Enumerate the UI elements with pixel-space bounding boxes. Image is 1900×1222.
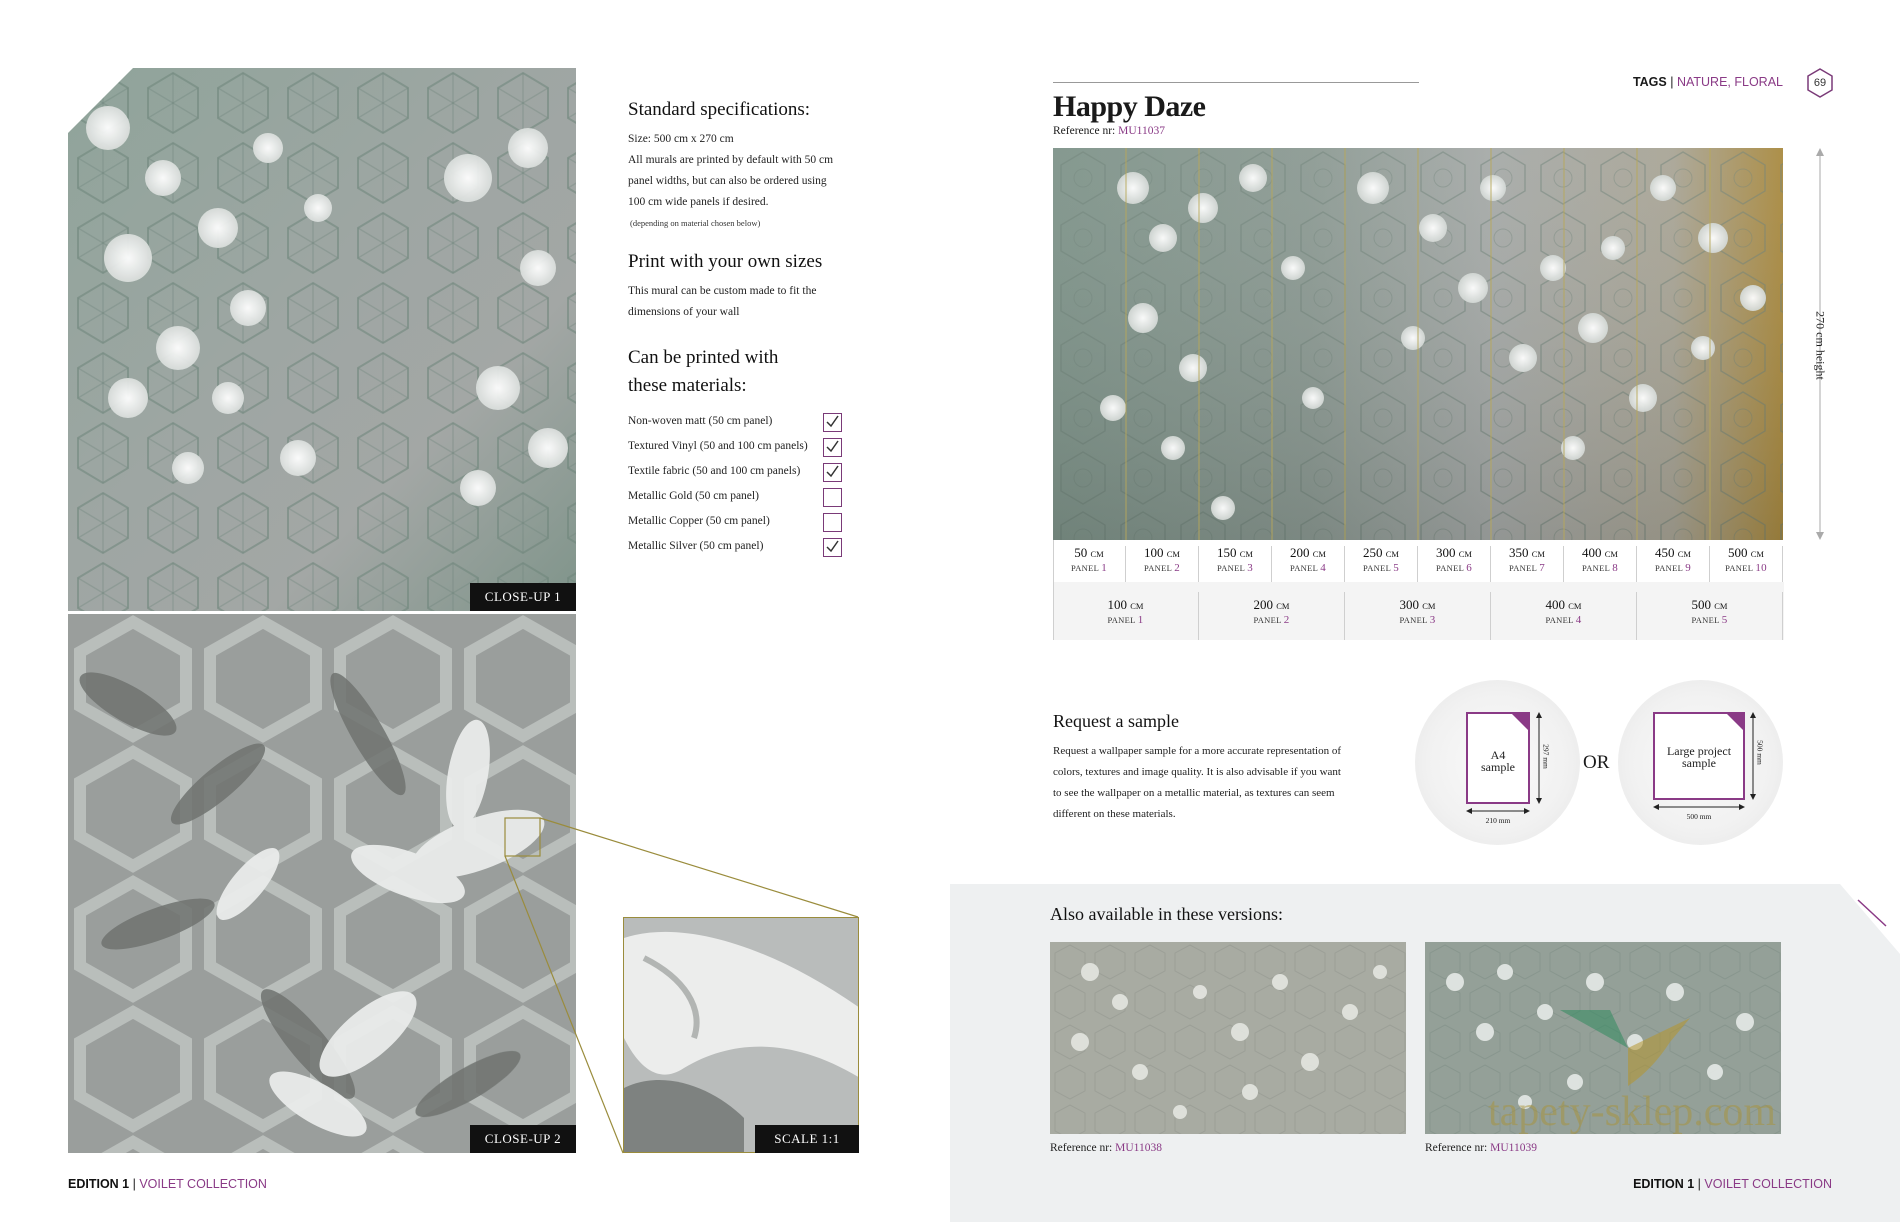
panel-number: 9 (1685, 562, 1692, 574)
a4-height-label: 297 mm (1541, 744, 1551, 769)
material-label: Non-woven matt (50 cm panel) (628, 415, 773, 427)
material-option-metallic-copper[interactable] (628, 512, 843, 534)
panel-number: 4 (1320, 562, 1327, 574)
panel-unit: CM (1714, 601, 1728, 611)
panel-50-cell (1272, 546, 1345, 582)
header-rule (1053, 82, 1419, 83)
version-image-mu11038[interactable] (1050, 942, 1406, 1134)
watermark-logo (1560, 1010, 1690, 1090)
panel-width: 500 (1691, 597, 1711, 612)
material-checkbox[interactable] (823, 513, 842, 532)
material-checkbox[interactable] (823, 488, 842, 507)
materials-heading-line: these materials: (628, 375, 747, 396)
panel-number: 4 (1575, 614, 1582, 626)
panel-unit: CM (1604, 549, 1618, 559)
large-width-label: 500 mm (1686, 812, 1712, 821)
version-reference-value[interactable]: MU11039 (1490, 1142, 1537, 1154)
panel-100-cell (1491, 592, 1637, 640)
large-height-label: 500 mm (1755, 740, 1765, 765)
material-checkbox[interactable] (823, 463, 842, 482)
sample-line: colors, textures and image quality. It is also advisable if you want (1053, 766, 1341, 778)
panel-100-cell (1345, 592, 1491, 640)
sample-line: to see the wallpaper on a metallic material, as textures can seem (1053, 787, 1335, 799)
panel-50-cell (1564, 546, 1637, 582)
panel-number: 6 (1466, 562, 1473, 574)
panel-unit: CM (1568, 601, 1582, 611)
panel-width: 300 (1436, 545, 1456, 560)
material-checkbox[interactable] (823, 438, 842, 457)
panel-50-cell (1418, 546, 1491, 582)
sample-heading: Request a sample (1053, 711, 1179, 731)
panel-word: PANEL (1399, 615, 1428, 625)
panel-width: 200 (1290, 545, 1310, 560)
panel-unit: CM (1422, 601, 1436, 611)
panel-number: 3 (1429, 614, 1436, 626)
material-label: Metallic Silver (50 cm panel) (628, 540, 764, 552)
panel-width: 50 (1074, 545, 1088, 560)
panel-width: 450 (1655, 545, 1675, 560)
product-reference (1053, 125, 1165, 137)
panel-word: PANEL (1070, 563, 1099, 573)
specs-heading: Standard specifications: (628, 99, 811, 120)
panel-number: 1 (1101, 562, 1108, 574)
panel-number: 5 (1393, 562, 1400, 574)
closeup-1-label: CLOSE-UP 1 (470, 583, 576, 611)
large-label-line: Large project (1666, 744, 1732, 758)
panel-unit: CM (1458, 549, 1472, 559)
mural-preview-image (1053, 148, 1783, 540)
specs-line: panel widths, but can also be ordered using (628, 175, 827, 187)
page-number: 69 (1813, 77, 1827, 89)
panel-word: PANEL (1143, 563, 1172, 573)
closeup-2-label: CLOSE-UP 2 (470, 1125, 576, 1153)
custom-size-text (628, 281, 816, 323)
page-corner-icon (1510, 712, 1530, 732)
watermark-text: tapety-sklep.com (1488, 1089, 1777, 1135)
a4-label-line: sample (1481, 760, 1515, 774)
panel-50-cell (1126, 546, 1199, 582)
footer-collection: VOILET COLLECTION (1704, 1177, 1832, 1191)
large-label-line: sample (1682, 756, 1716, 770)
custom-size-heading: Print with your own sizes (628, 251, 823, 272)
panel-50-cell (1710, 546, 1783, 582)
panel-50-cell (1637, 546, 1710, 582)
panel-width: 100 (1107, 597, 1127, 612)
panel-number: 10 (1755, 562, 1767, 574)
panel-width: 400 (1545, 597, 1565, 612)
panel-number: 7 (1539, 562, 1546, 574)
a4-sample-sheet (1466, 712, 1530, 804)
panel-number: 2 (1174, 562, 1181, 574)
a4-width-arrow (1466, 806, 1530, 816)
product-title: Happy Daze (1053, 90, 1206, 123)
materials-heading (628, 344, 778, 400)
panel-word: PANEL (1253, 615, 1282, 625)
sample-text (1053, 741, 1341, 825)
panel-number: 5 (1721, 614, 1728, 626)
panel-100-cell (1199, 592, 1345, 640)
height-label: 270 cm height (1813, 311, 1828, 380)
a4-label-line: A4 (1490, 748, 1506, 762)
material-label: Metallic Gold (50 cm panel) (628, 490, 759, 502)
specs-line: All murals are printed by default with 50 cm (628, 154, 834, 166)
tags-values: NATURE, FLORAL (1676, 75, 1783, 89)
panel-50-cell (1345, 546, 1418, 582)
panel-width: 100 (1144, 545, 1164, 560)
panel-unit: CM (1166, 549, 1180, 559)
version-reference (1050, 1142, 1162, 1154)
footer-collection: VOILET COLLECTION (139, 1177, 267, 1191)
panel-100-cell (1053, 592, 1199, 640)
version-reference (1425, 1142, 1537, 1154)
panel-word: PANEL (1545, 615, 1574, 625)
footer-separator: | (1697, 1177, 1701, 1191)
tags (1633, 75, 1783, 89)
panel-unit: CM (1090, 549, 1104, 559)
right-footer (1633, 1177, 1832, 1191)
sample-line: different on these materials. (1053, 808, 1176, 820)
specs-note: (depending on material chosen below) (630, 218, 761, 228)
panel-word: PANEL (1289, 563, 1318, 573)
panel-50-cell (1199, 546, 1272, 582)
page-corner-icon (1725, 712, 1745, 732)
custom-size-line: This mural can be custom made to fit the (628, 285, 817, 297)
material-label: Textured Vinyl (50 and 100 cm panels) (628, 440, 808, 452)
tags-label: TAGS (1632, 75, 1667, 89)
page-number-badge (1806, 68, 1834, 98)
materials-heading-line: Can be printed with (628, 347, 779, 368)
panel-word: PANEL (1581, 563, 1610, 573)
material-checkbox[interactable] (823, 413, 842, 432)
or-separator: OR (1583, 752, 1610, 773)
material-label: Metallic Copper (50 cm panel) (628, 515, 770, 527)
panel-100-cell (1637, 592, 1783, 640)
panel-width: 200 (1253, 597, 1273, 612)
material-option-non-woven[interactable] (628, 412, 843, 434)
large-sample-label (1655, 745, 1743, 769)
reference-value: MU11037 (1118, 125, 1165, 137)
reference-label: Reference nr: (1053, 125, 1119, 137)
large-width-arrow (1653, 802, 1745, 812)
panel-number: 8 (1612, 562, 1619, 574)
material-option-metallic-gold[interactable] (628, 487, 843, 509)
panel-width: 250 (1363, 545, 1383, 560)
panel-width: 400 (1582, 545, 1602, 560)
material-checkbox[interactable] (823, 538, 842, 557)
panel-number: 3 (1247, 562, 1254, 574)
panel-unit: CM (1312, 549, 1326, 559)
panel-50-cell (1491, 546, 1564, 582)
a4-sample-label (1468, 749, 1528, 773)
panel-word: PANEL (1654, 563, 1683, 573)
panel-50-cell (1053, 546, 1126, 582)
left-footer (68, 1177, 267, 1191)
panel-number: 2 (1283, 614, 1290, 626)
panel-unit: CM (1239, 549, 1253, 559)
panel-word: PANEL (1691, 615, 1720, 625)
specs-text (628, 129, 833, 213)
large-sample-sheet (1653, 712, 1745, 800)
specs-line: Size: 500 cm x 270 cm (628, 133, 734, 145)
scale-detail-image (623, 917, 859, 1153)
a4-width-label: 210 mm (1485, 816, 1511, 825)
panel-word: PANEL (1725, 563, 1753, 573)
panel-width: 150 (1217, 545, 1237, 560)
panel-word: PANEL (1362, 563, 1391, 573)
material-label: Textile fabric (50 and 100 cm panels) (628, 465, 801, 477)
version-reference-label: Reference nr: (1425, 1142, 1491, 1154)
specs-line: 100 cm wide panels if desired. (628, 196, 769, 208)
panel-unit: CM (1750, 549, 1764, 559)
footer-edition: EDITION 1 (68, 1177, 130, 1191)
version-reference-value[interactable]: MU11038 (1115, 1142, 1162, 1154)
material-option-textile-fabric[interactable] (628, 462, 843, 484)
versions-corner-cut (1840, 884, 1900, 1222)
versions-heading: Also available in these versions: (1050, 904, 1283, 924)
panel-unit: CM (1531, 549, 1545, 559)
custom-size-line: dimensions of your wall (628, 306, 740, 318)
panel-number: 1 (1137, 614, 1144, 626)
panel-unit: CM (1276, 601, 1290, 611)
panel-width: 350 (1509, 545, 1529, 560)
tags-separator: | (1670, 75, 1674, 89)
panel-width: 300 (1399, 597, 1419, 612)
panel-unit: CM (1677, 549, 1691, 559)
panel-unit: CM (1385, 549, 1399, 559)
panel-width: 500 (1728, 545, 1748, 560)
sample-line: Request a wallpaper sample for a more accurate representation of (1053, 745, 1342, 757)
panel-unit: CM (1130, 601, 1144, 611)
footer-edition: EDITION 1 (1633, 1177, 1695, 1191)
material-option-textured-vinyl[interactable] (628, 437, 843, 459)
scale-label: SCALE 1:1 (755, 1125, 859, 1153)
panel-word: PANEL (1508, 563, 1537, 573)
panel-word: PANEL (1216, 563, 1245, 573)
material-option-metallic-silver[interactable] (628, 537, 843, 559)
panel-word: PANEL (1435, 563, 1464, 573)
version-reference-label: Reference nr: (1050, 1142, 1116, 1154)
panel-word: PANEL (1107, 615, 1136, 625)
footer-separator: | (132, 1177, 136, 1191)
